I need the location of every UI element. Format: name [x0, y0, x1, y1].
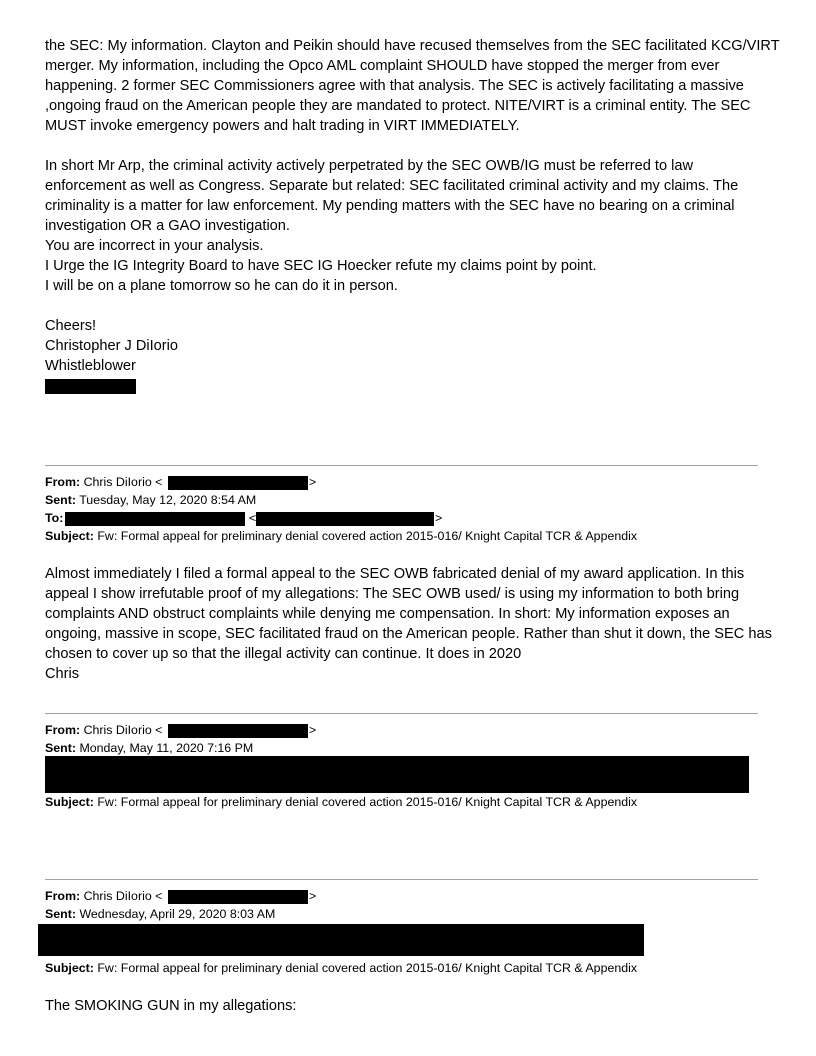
text-line: criminality is a matter for law enforcement. My pending matters with the SEC have no bearing on a criminal	[45, 198, 735, 214]
from-name: Chris DiIorio <	[83, 475, 163, 489]
sent-label: Sent:	[45, 741, 76, 755]
from-line	[45, 473, 162, 491]
redaction-box	[168, 724, 308, 738]
from-label: From:	[45, 723, 81, 737]
redaction-box	[65, 512, 245, 526]
signoff: Cheers!	[45, 318, 97, 334]
text-line: ,ongoing fraud on the American people they are mandated to protect. NITE/VIRT is a criminal entity. The SEC	[45, 98, 751, 114]
subject-line	[45, 793, 637, 811]
text-line: I will be on a plane tomorrow so he can do it in person.	[45, 278, 398, 294]
text-line: I Urge the IG Integrity Board to have SEC IG Hoecker refute my claims point by point.	[45, 258, 597, 274]
text-line: the SEC: My information. Clayton and Peikin should have recused themselves from the SEC facilitated KCG/VIRT	[45, 38, 780, 54]
redaction-box	[45, 379, 136, 394]
redaction-box	[168, 476, 308, 490]
subject-line	[45, 959, 637, 977]
text-line: appeal I show irrefutable proof of my allegations: The SEC OWB used/ is using my information to both bring	[45, 586, 740, 602]
to-line	[45, 509, 63, 527]
text-line: ongoing, massive in scope, SEC facilitated fraud on the American people. Rather than shut it down, the SEC has	[45, 626, 772, 642]
bracket: >	[309, 723, 317, 737]
bracket: >	[435, 511, 443, 525]
text-line: MUST invoke emergency powers and halt trading in VIRT IMMEDIATELY.	[45, 118, 520, 134]
text-line: investigation OR a GAO investigation.	[45, 218, 290, 234]
redaction-box	[256, 512, 434, 526]
text-line: merger. My information, including the Opco AML complaint SHOULD have stopped the merger from ever	[45, 58, 720, 74]
bracket: >	[309, 475, 317, 489]
from-line	[45, 887, 162, 905]
subject-label: Subject:	[45, 529, 94, 543]
subject-text: Fw: Formal appeal for preliminary denial covered action 2015-016/ Knight Capital TCR & Appendix	[97, 795, 638, 809]
from-name: Chris DiIorio <	[83, 889, 163, 903]
sent-date: Tuesday, May 12, 2020 8:54 AM	[79, 493, 257, 507]
text-line: In short Mr Arp, the criminal activity actively perpetrated by the SEC OWB/IG must be referred to law	[45, 158, 694, 174]
text-line: enforcement as well as Congress. Separate but related: SEC facilitated criminal activity and my claims. The	[45, 178, 739, 194]
sent-line	[45, 739, 253, 757]
signer-name: Christopher J DiIorio	[45, 338, 179, 354]
divider	[45, 465, 758, 466]
from-label: From:	[45, 475, 81, 489]
to-label: To:	[45, 511, 64, 525]
from-line	[45, 721, 162, 739]
subject-text: Fw: Formal appeal for preliminary denial covered action 2015-016/ Knight Capital TCR & Appendix	[97, 529, 638, 543]
sent-date: Wednesday, April 29, 2020 8:03 AM	[79, 907, 276, 921]
divider	[45, 713, 758, 714]
text-line: The SMOKING GUN in my allegations:	[45, 998, 297, 1014]
sent-line	[45, 905, 275, 923]
signer-title: Whistleblower	[45, 358, 136, 374]
sent-label: Sent:	[45, 907, 76, 921]
subject-label: Subject:	[45, 795, 94, 809]
signoff: Chris	[45, 666, 80, 682]
subject-line	[45, 527, 637, 545]
text-line: Almost immediately I filed a formal appeal to the SEC OWB fabricated denial of my award application. In this	[45, 566, 745, 582]
sent-label: Sent:	[45, 493, 76, 507]
redaction-box	[45, 756, 749, 793]
from-label: From:	[45, 889, 81, 903]
text-line: You are incorrect in your analysis.	[45, 238, 264, 254]
text-line: happening. 2 former SEC Commissioners agree with that analysis. The SEC is actively facilitating a massive	[45, 78, 744, 94]
subject-label: Subject:	[45, 961, 94, 975]
redaction-box	[38, 924, 644, 956]
text-line: chosen to cover up so that the illegal activity can continue. It does in 2020	[45, 646, 522, 662]
divider	[45, 879, 758, 880]
from-name: Chris DiIorio <	[83, 723, 163, 737]
text-line: complaints AND obstruct complaints while denying me compensation. In short: My information exposes an	[45, 606, 730, 622]
subject-text: Fw: Formal appeal for preliminary denial covered action 2015-016/ Knight Capital TCR & Appendix	[97, 961, 638, 975]
sent-line	[45, 491, 256, 509]
bracket: >	[309, 889, 317, 903]
bracket: <	[249, 511, 257, 525]
redaction-box	[168, 890, 308, 904]
sent-date: Monday, May 11, 2020 7:16 PM	[79, 741, 254, 755]
